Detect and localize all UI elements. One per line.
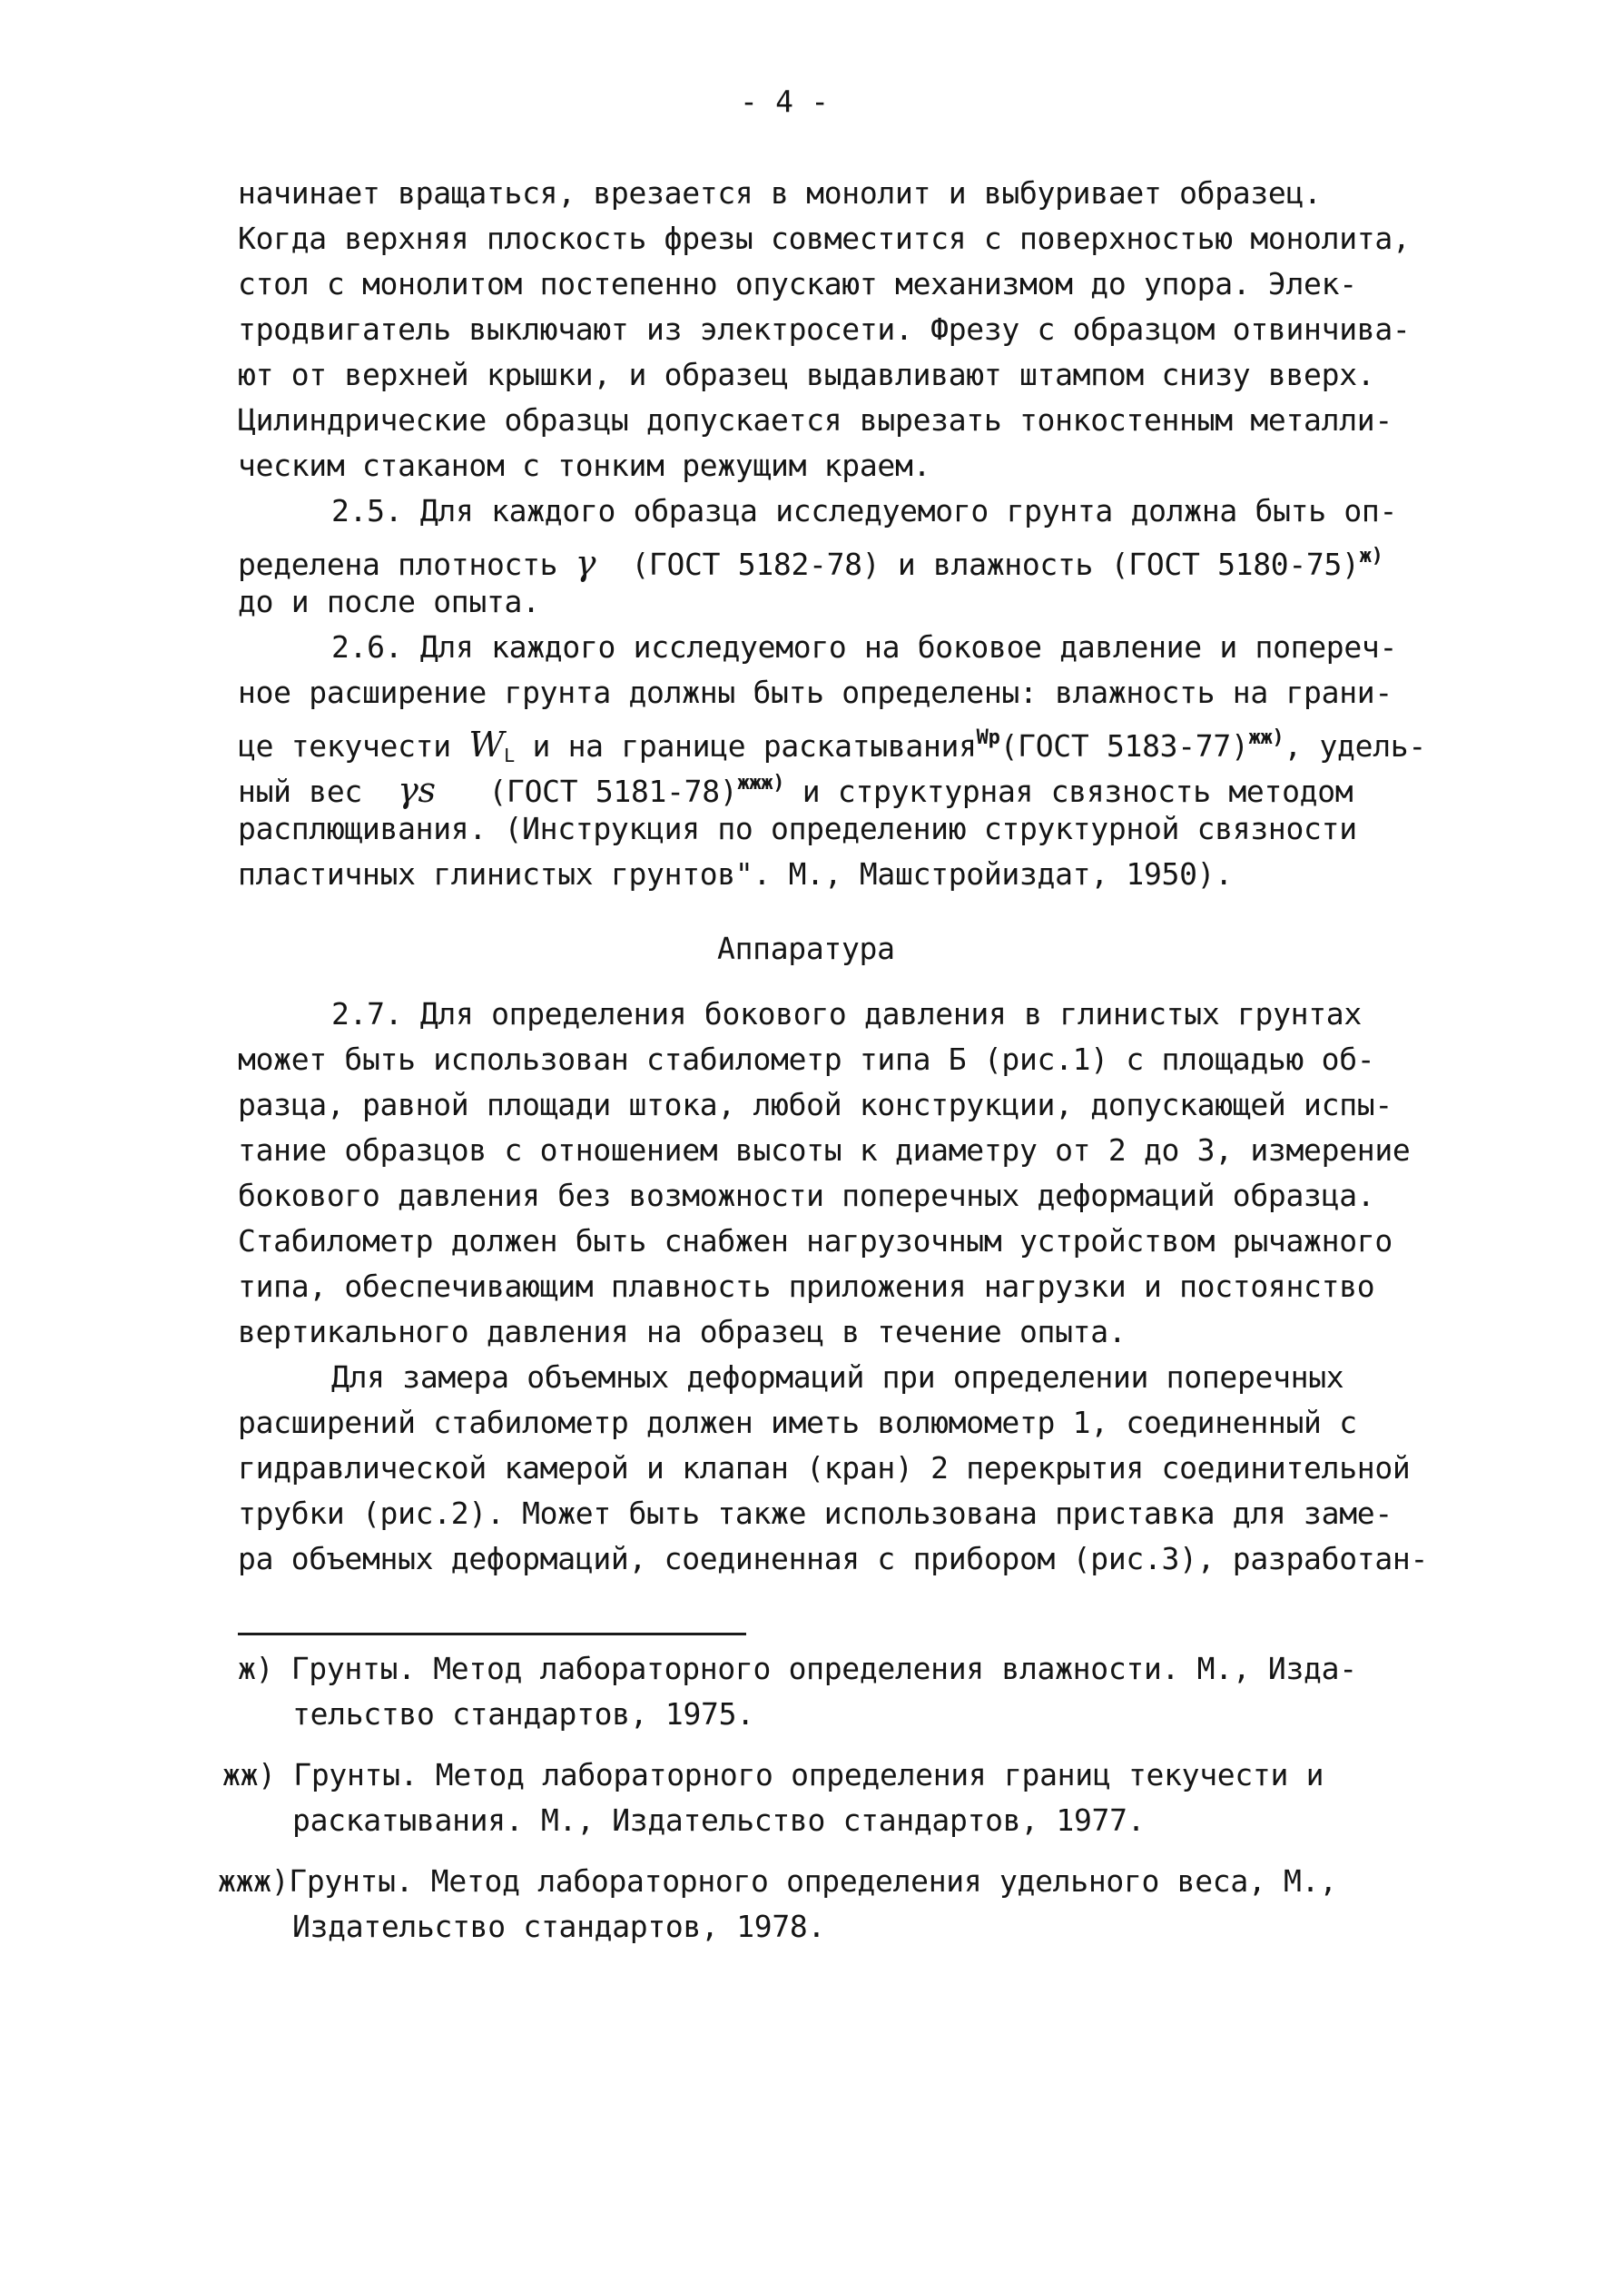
paragraph-volume-line: расширений стабилометр должен иметь волюмометр 1, соединенный с	[238, 1405, 1357, 1440]
text-fragment: (ГОСТ 5182-78) и влажность (ГОСТ 5180-75)	[595, 547, 1360, 582]
paragraph-2-5-line	[238, 538, 1383, 583]
paragraph-volume-line: гидравлической камерой и клапан (кран) 2 перекрытия соединительной	[238, 1450, 1411, 1486]
paragraph-volume-line: ра объемных деформаций, соединенная с прибором (рис.3), разработан-	[238, 1541, 1429, 1576]
paragraph-2-7-line: может быть использован стабилометр типа Б (рис.1) с площадью об-	[238, 1042, 1375, 1077]
paragraph-2-7-line: Стабилометр должен быть снабжен нагрузочным устройством рычажного	[238, 1223, 1393, 1259]
paragraph-2-6-line: пластичных глинистых грунтов". М., Машстройиздат, 1950).	[238, 856, 1233, 892]
text-fragment: , удель-	[1284, 728, 1426, 764]
body-line: стол с монолитом постепенно опускают механизмом до упора. Элек-	[238, 266, 1357, 301]
text-fragment: и на границе раскатывания	[514, 728, 977, 764]
paragraph-volume-line: Для замера объемных деформаций при определении поперечных	[331, 1359, 1344, 1395]
paragraph-2-5-line: 2.5. Для каждого образца исследуемого грунта должна быть оп-	[331, 493, 1398, 528]
footnote-line: жжж)Грунты. Метод лабораторного определения удельного веса, М.,	[218, 1863, 1337, 1899]
paragraph-2-7-line: бокового давления без возможности поперечных деформаций образца.	[238, 1178, 1375, 1213]
text-fragment: и структурная связность методом	[784, 774, 1353, 809]
paragraph-2-6-line	[238, 765, 1353, 810]
paragraph-volume-line: трубки (рис.2). Может быть также использована приставка для заме-	[238, 1496, 1393, 1531]
footnote-line: Издательство стандартов, 1978.	[292, 1909, 826, 1944]
body-line: ческим стаканом с тонким режущим краем.	[238, 448, 931, 483]
paragraph-2-7-line: вертикального давления на образец в течение опыта.	[238, 1314, 1127, 1349]
section-heading: Аппаратура	[717, 931, 895, 966]
page-number: - 4 -	[740, 84, 829, 119]
footnote-line: ж) Грунты. Метод лабораторного определения влажности. М., Изда-	[238, 1651, 1357, 1686]
paragraph-2-7-line: тание образцов с отношением высоты к диаметру от 2 до 3, измерение	[238, 1132, 1411, 1168]
liquid-limit-symbol: W	[468, 725, 505, 765]
body-line: начинает вращаться, врезается в монолит и выбуривает образец.	[238, 175, 1322, 211]
footnote-divider	[238, 1633, 746, 1635]
paragraph-2-6-line: расплющивания. (Инструкция по определению структурной связности	[238, 811, 1357, 846]
text-fragment: ный вес	[238, 774, 399, 809]
density-symbol: γ	[575, 543, 596, 583]
footnote-mark: ж)	[1359, 545, 1383, 568]
footnote-mark: жжж)	[737, 772, 785, 795]
paragraph-2-7-line: разца, равной площади штока, любой конструкции, допускающей испы-	[238, 1087, 1393, 1122]
paragraph-2-6-line: ное расширение грунта должны быть определены: влажность на грани-	[238, 675, 1393, 710]
text-fragment: це текучести	[238, 728, 469, 764]
text-fragment: (ГОСТ 5181-78)	[435, 774, 738, 809]
specific-weight-symbol: γs	[398, 770, 436, 810]
paragraph-2-5-line: до и после опыта.	[238, 584, 540, 619]
paragraph-2-7-line: типа, обеспечивающим плавность приложения нагрузки и постоянство	[238, 1269, 1375, 1304]
footnote-line: раскатывания. М., Издательство стандартов, 1977.	[292, 1802, 1146, 1838]
footnote-mark: жж)	[1248, 726, 1284, 749]
text-fragment: ределена плотность	[238, 547, 576, 582]
plastic-limit-symbol: Wp	[976, 726, 1000, 749]
symbol-subscript: L	[504, 745, 515, 766]
paragraph-2-7-line: 2.7. Для определения бокового давления в глинистых грунтах	[331, 996, 1362, 1032]
body-line: Когда верхняя плоскость фрезы совместится с поверхностью монолита,	[238, 221, 1411, 256]
footnote-line: жж) Грунты. Метод лабораторного определения границ текучести и	[222, 1757, 1324, 1792]
text-fragment: (ГОСТ 5183-77)	[999, 728, 1249, 764]
body-line: Цилиндрические образцы допускается вырезать тонкостенным металли-	[238, 402, 1393, 438]
body-line: тродвигатель выключают из электросети. Фрезу с образцом отвинчива-	[238, 311, 1411, 347]
paragraph-2-6-line: 2.6. Для каждого исследуемого на боковое давление и попереч-	[331, 629, 1398, 665]
footnote-line: тельство стандартов, 1975.	[292, 1696, 754, 1732]
body-line: ют от верхней крышки, и образец выдавливают штампом снизу вверх.	[238, 357, 1375, 392]
